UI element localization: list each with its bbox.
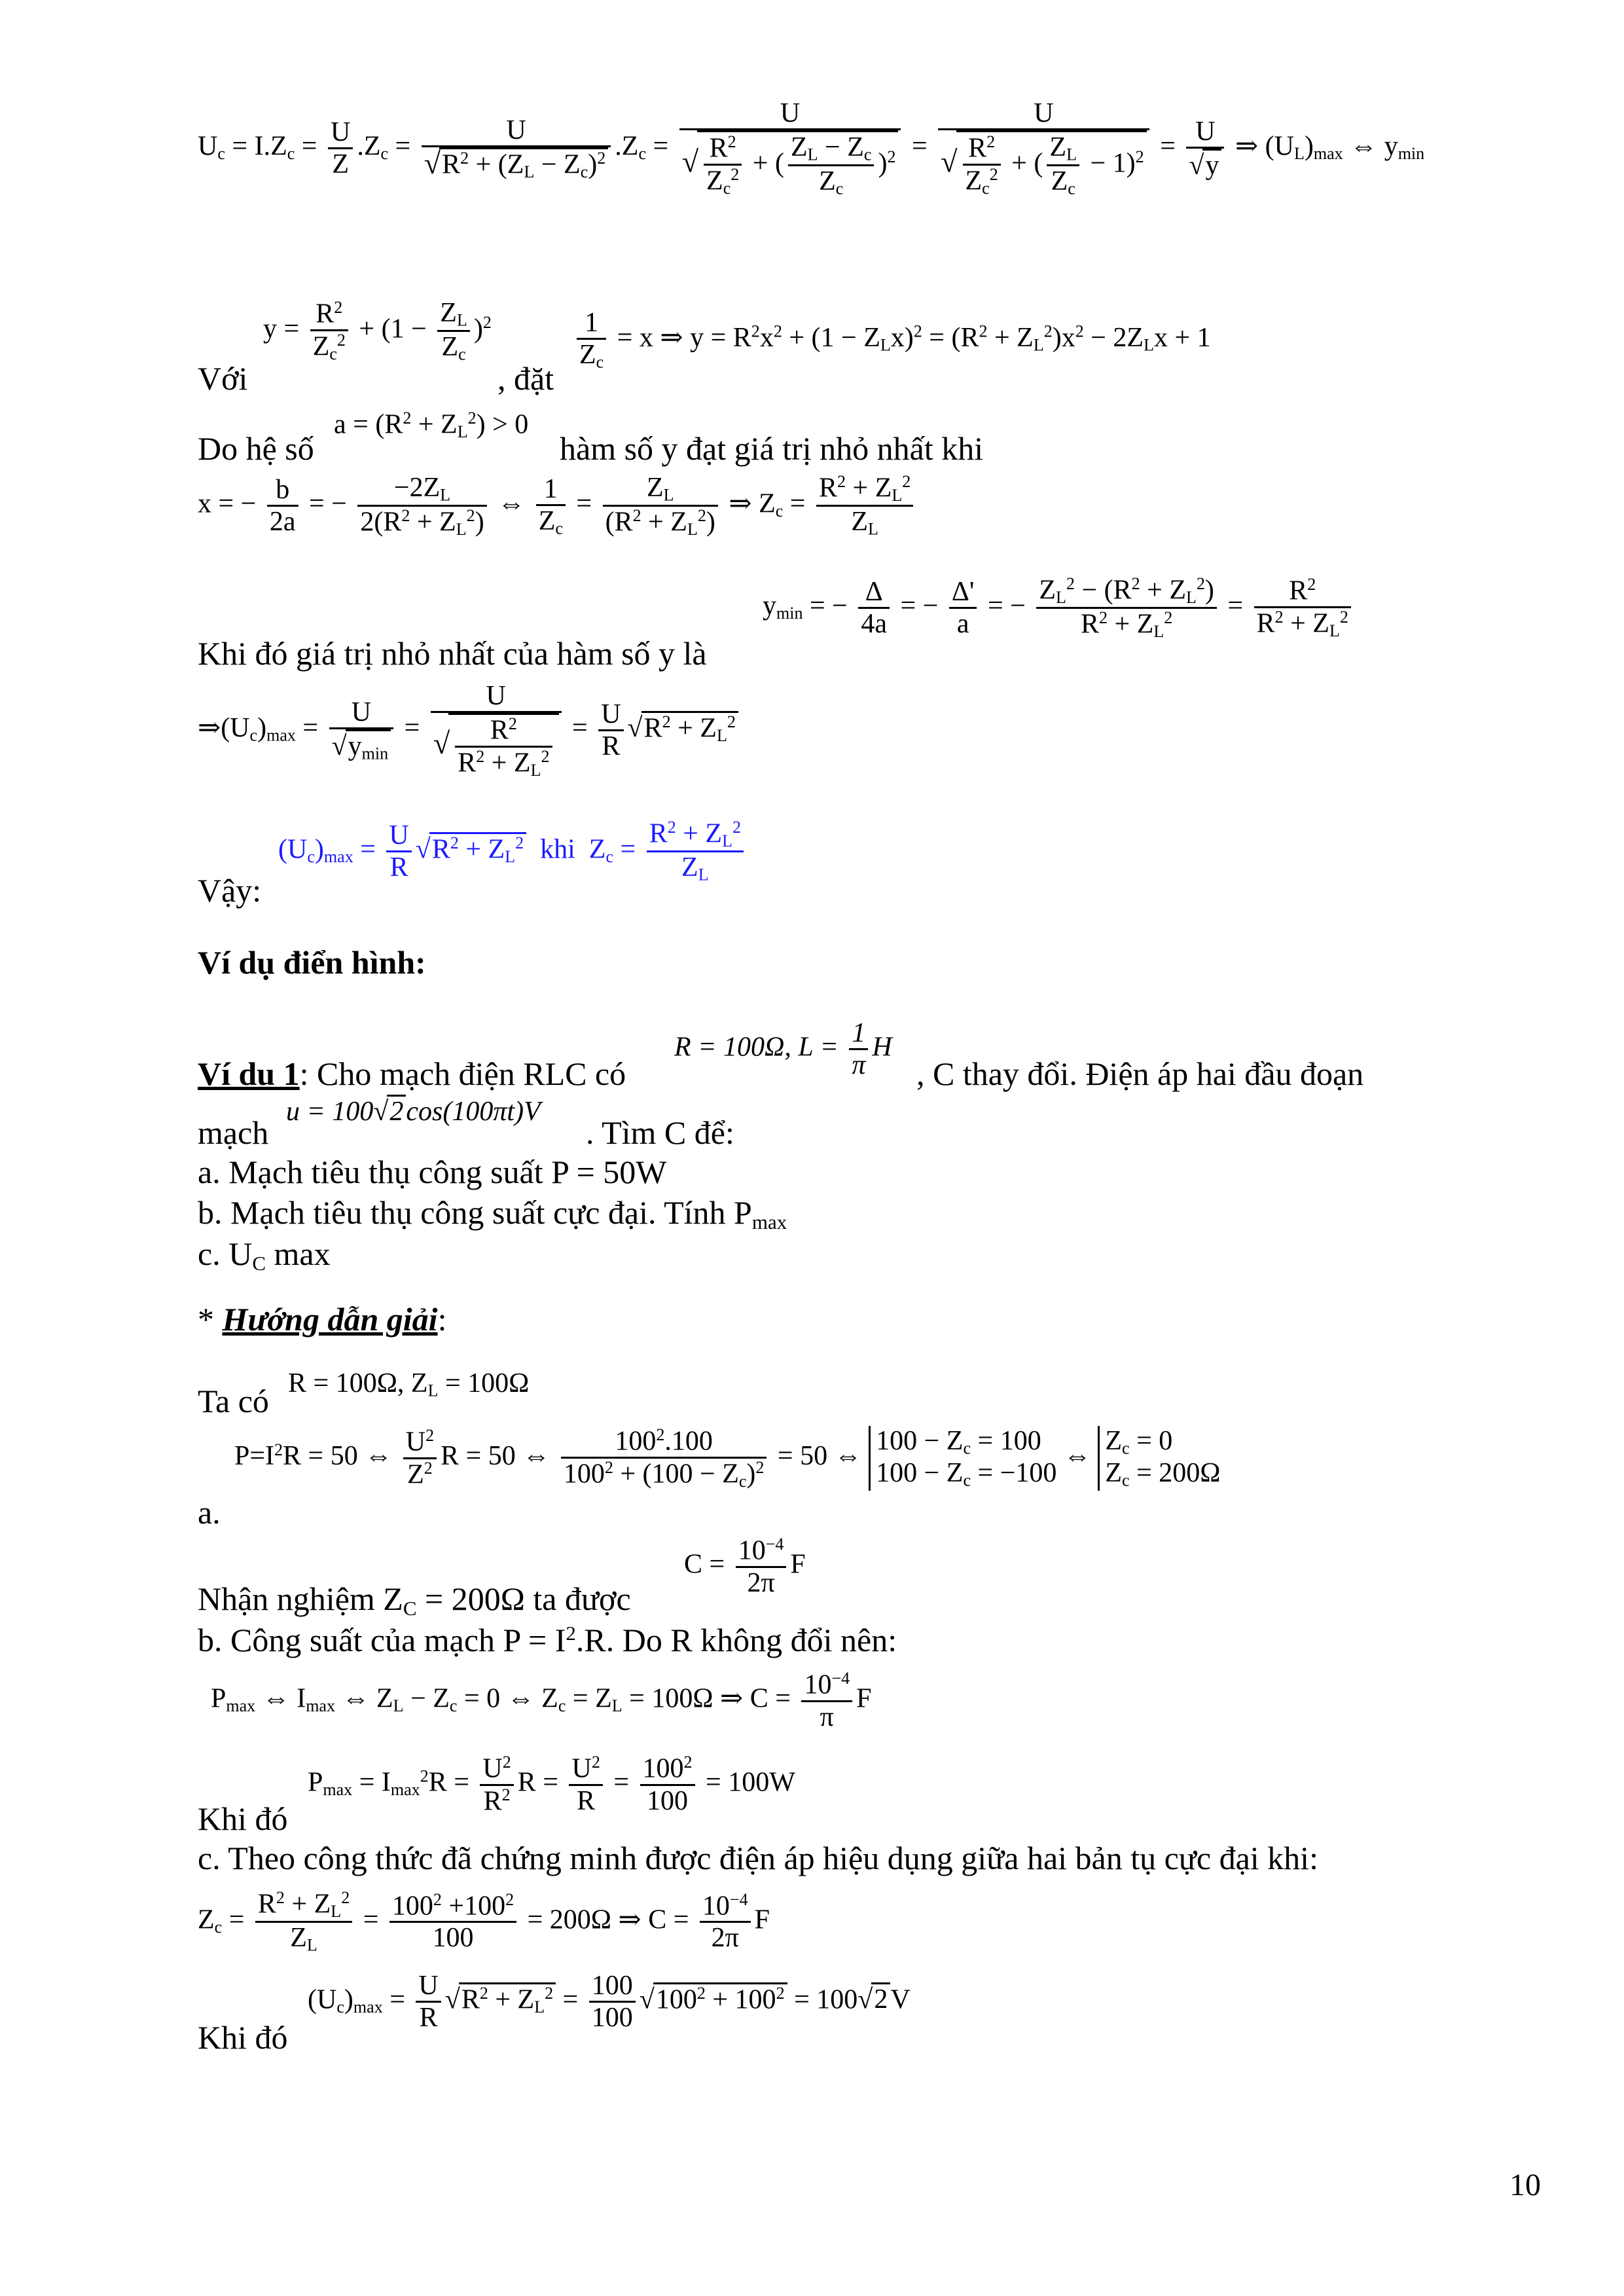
text-khi-do-min: Khi đó giá trị nhỏ nhất của hàm số y là: [198, 635, 707, 672]
text-do-he-so: Do hệ số: [198, 430, 314, 467]
text-ta-co: Ta có: [198, 1383, 269, 1419]
text-dat: , đặt: [497, 360, 554, 397]
equation-y-min: $y_{min}$ = − $\frac{\Delta}{4a}$ = − $\frac{\Delta'}{a}$ = − $\frac{Z_L^2 - (R^2 + Z_L^2)}{R^2 + Z_L^2}$ = $\frac{R^2}{R^2 + Z_L^2}$: [763, 575, 1355, 642]
example-1-text: : Cho mạch điện RLC có: [299, 1055, 626, 1092]
question-c: c. $U_C$ max: [198, 1235, 331, 1275]
equation-uc-max-value: $(U_c)_{max}$ = $\frac{U}{R}$ $√R^2 + Z_L^2$ = $\frac{100}{100}$ $√100^2 + 100^2 = 100√2V$: [308, 1971, 911, 2033]
text-ham-so: hàm số y đạt giá trị nhỏ nhất khi: [560, 430, 984, 467]
example-1-label: Ví du 1: [198, 1055, 300, 1092]
equation-pmax-condition: $P_{max}$ ⇔ $I_{max}$ ⇔ $Z_L - Z_c = 0$ ⇔ $Z_c = Z_L = 100\Omega$ ⇒ C = $\frac{10^{-4}}{\pi}$ F: [211, 1669, 872, 1732]
question-b: b. Mạch tiêu thụ công suất cực đại. Tính $P_{max}$: [198, 1194, 787, 1233]
equation-voltage: u = 100√2cos(100πt)V: [286, 1095, 541, 1127]
equation-zc-value: $Z_c$ = $\frac{R^2 + Z_L^2}{Z_L}$ = $\frac{100^2 +100^2}{100}$ = 200Ω ⇒ C = $\frac{10^{-4}}{2\pi}$ F: [198, 1888, 770, 1955]
example-heading: Ví dụ điển hình:: [198, 944, 426, 981]
equation-c-value-a: C = $\frac{10^{-4}}{2\pi}$ F: [684, 1535, 806, 1598]
text-a-label: a.: [198, 1494, 221, 1531]
equation-substitution: $\frac{1}{Z_c}$ = x ⇒ $y = R^2x^2 + (1 - Z_Lx)^2 = (R^2 + Z_L^2)x^2 - 2Z_Lx + 1$: [573, 308, 1211, 372]
text-nhan-nghiem: Nhận nghiệm $Z_C = 200\Omega$ ta được: [198, 1580, 631, 1620]
text-c-theorem: c. Theo công thức đã chứng minh được điện áp hiệu dụng giữa hai bản tụ cực đại khi:: [198, 1840, 1318, 1876]
solution-heading: * Hướng dẫn giải:: [198, 1301, 447, 1338]
equation-pmax-value: $P_{max} = I_{max}^2R$ = $\frac{U^2}{R^2}$ R = $\frac{U^2}{R}$ = $\frac{100^2}{100}$ = 100W: [308, 1753, 795, 1816]
text-khi-do-1: Khi đó: [198, 1800, 288, 1837]
text-b-power: b. Công suất của mạch $P = I^2.R$. Do R không đổi nên:: [198, 1621, 897, 1658]
example-1-text-cont: , C thay đổi. Điện áp hai đầu đoạn: [916, 1055, 1364, 1092]
text-mach: mạch: [198, 1114, 269, 1151]
text-voi: Với: [198, 360, 248, 397]
equation-ta-co: R = 100Ω, $Z_L = 100\Omega$: [288, 1368, 530, 1400]
page-number: 10: [1509, 2168, 1541, 2202]
equation-uc-max-derivation: $\Rightarrow(U_c)_{max}$ = U $√y_{min}$ = U √ $\frac{R^2}{R^2 + Z_L^2}$ = $\frac{U}{R}$ $√R^2 + Z_L^2$: [198, 681, 738, 780]
equation-coefficient-a: $a = (R^2 + Z_L^2) > 0$: [334, 409, 529, 441]
equation-y-definition: y = $\frac{R^2}{Z_c^2}$ + (1 − $\frac{Z_L}{Z_c}$ )$^2$: [263, 298, 492, 364]
equation-vertex: x = − $\frac{b}{2a}$ = − $\frac{-2Z_L}{2(R^2 + Z_L^2)}$ ⇔ $\frac{1}{Z_c}$ = $\frac{Z_L}{(R^2 + Z_L^2)}$ ⇒ $Z_c$ = $\frac{R^2 + Z_L^2}{Z_L}$: [198, 473, 917, 539]
equation-uc-derivation: $U_c = I.Z_c$ = $\frac{U}{Z}$ $.Z_c$ = $\frac{U}{√R^2 + (Z_L - Z_c)^2}$ $.Z_c$ = U √ $\frac{R^2}{Z_c^2}$ + ( $\frac{Z_L - Z_c}{Z_c}$ )$^2$ = U √ $\frac{R^2}{Z_c^2}$ + ( $\frac{Z_L}{Z_c}$ − 1)$^2$ = $\frac{U}{√y}$ ⇒ $(U_L)_{max}$ ⇔ $y_{min}$: [198, 98, 1425, 198]
equation-power-50: $P=I^2R = 50$ ⇔ $\frac{U^2}{Z^2}$ R = 50 ⇔ $\frac{100^2.100}{100^2 + (100 - Z_c)^2}$ = 50 ⇔ $100 - Z_c = 100$ $100 - Z_c = -100$ ⇔ $Z_c = 0$ $Z_c = 200\Omega$: [234, 1425, 1221, 1491]
example-1-line: [198, 1054, 626, 1093]
equation-result-highlight: $(U_c)_{max}$ = $\frac{U}{R}$ $√R^2 + Z_L^2$ khi $Z_c$ = $\frac{R^2 + Z_L^2}{Z_L}$: [278, 818, 748, 885]
text-tim-c: . Tìm C để:: [586, 1114, 734, 1151]
text-vay: Vậy:: [198, 872, 262, 909]
text-khi-do-2: Khi đó: [198, 2019, 288, 2056]
equation-circuit-params: R = 100Ω, L = $\frac{1}{\pi}$ H: [674, 1018, 892, 1081]
question-a: a. Mạch tiêu thụ công suất P = 50W: [198, 1154, 667, 1190]
